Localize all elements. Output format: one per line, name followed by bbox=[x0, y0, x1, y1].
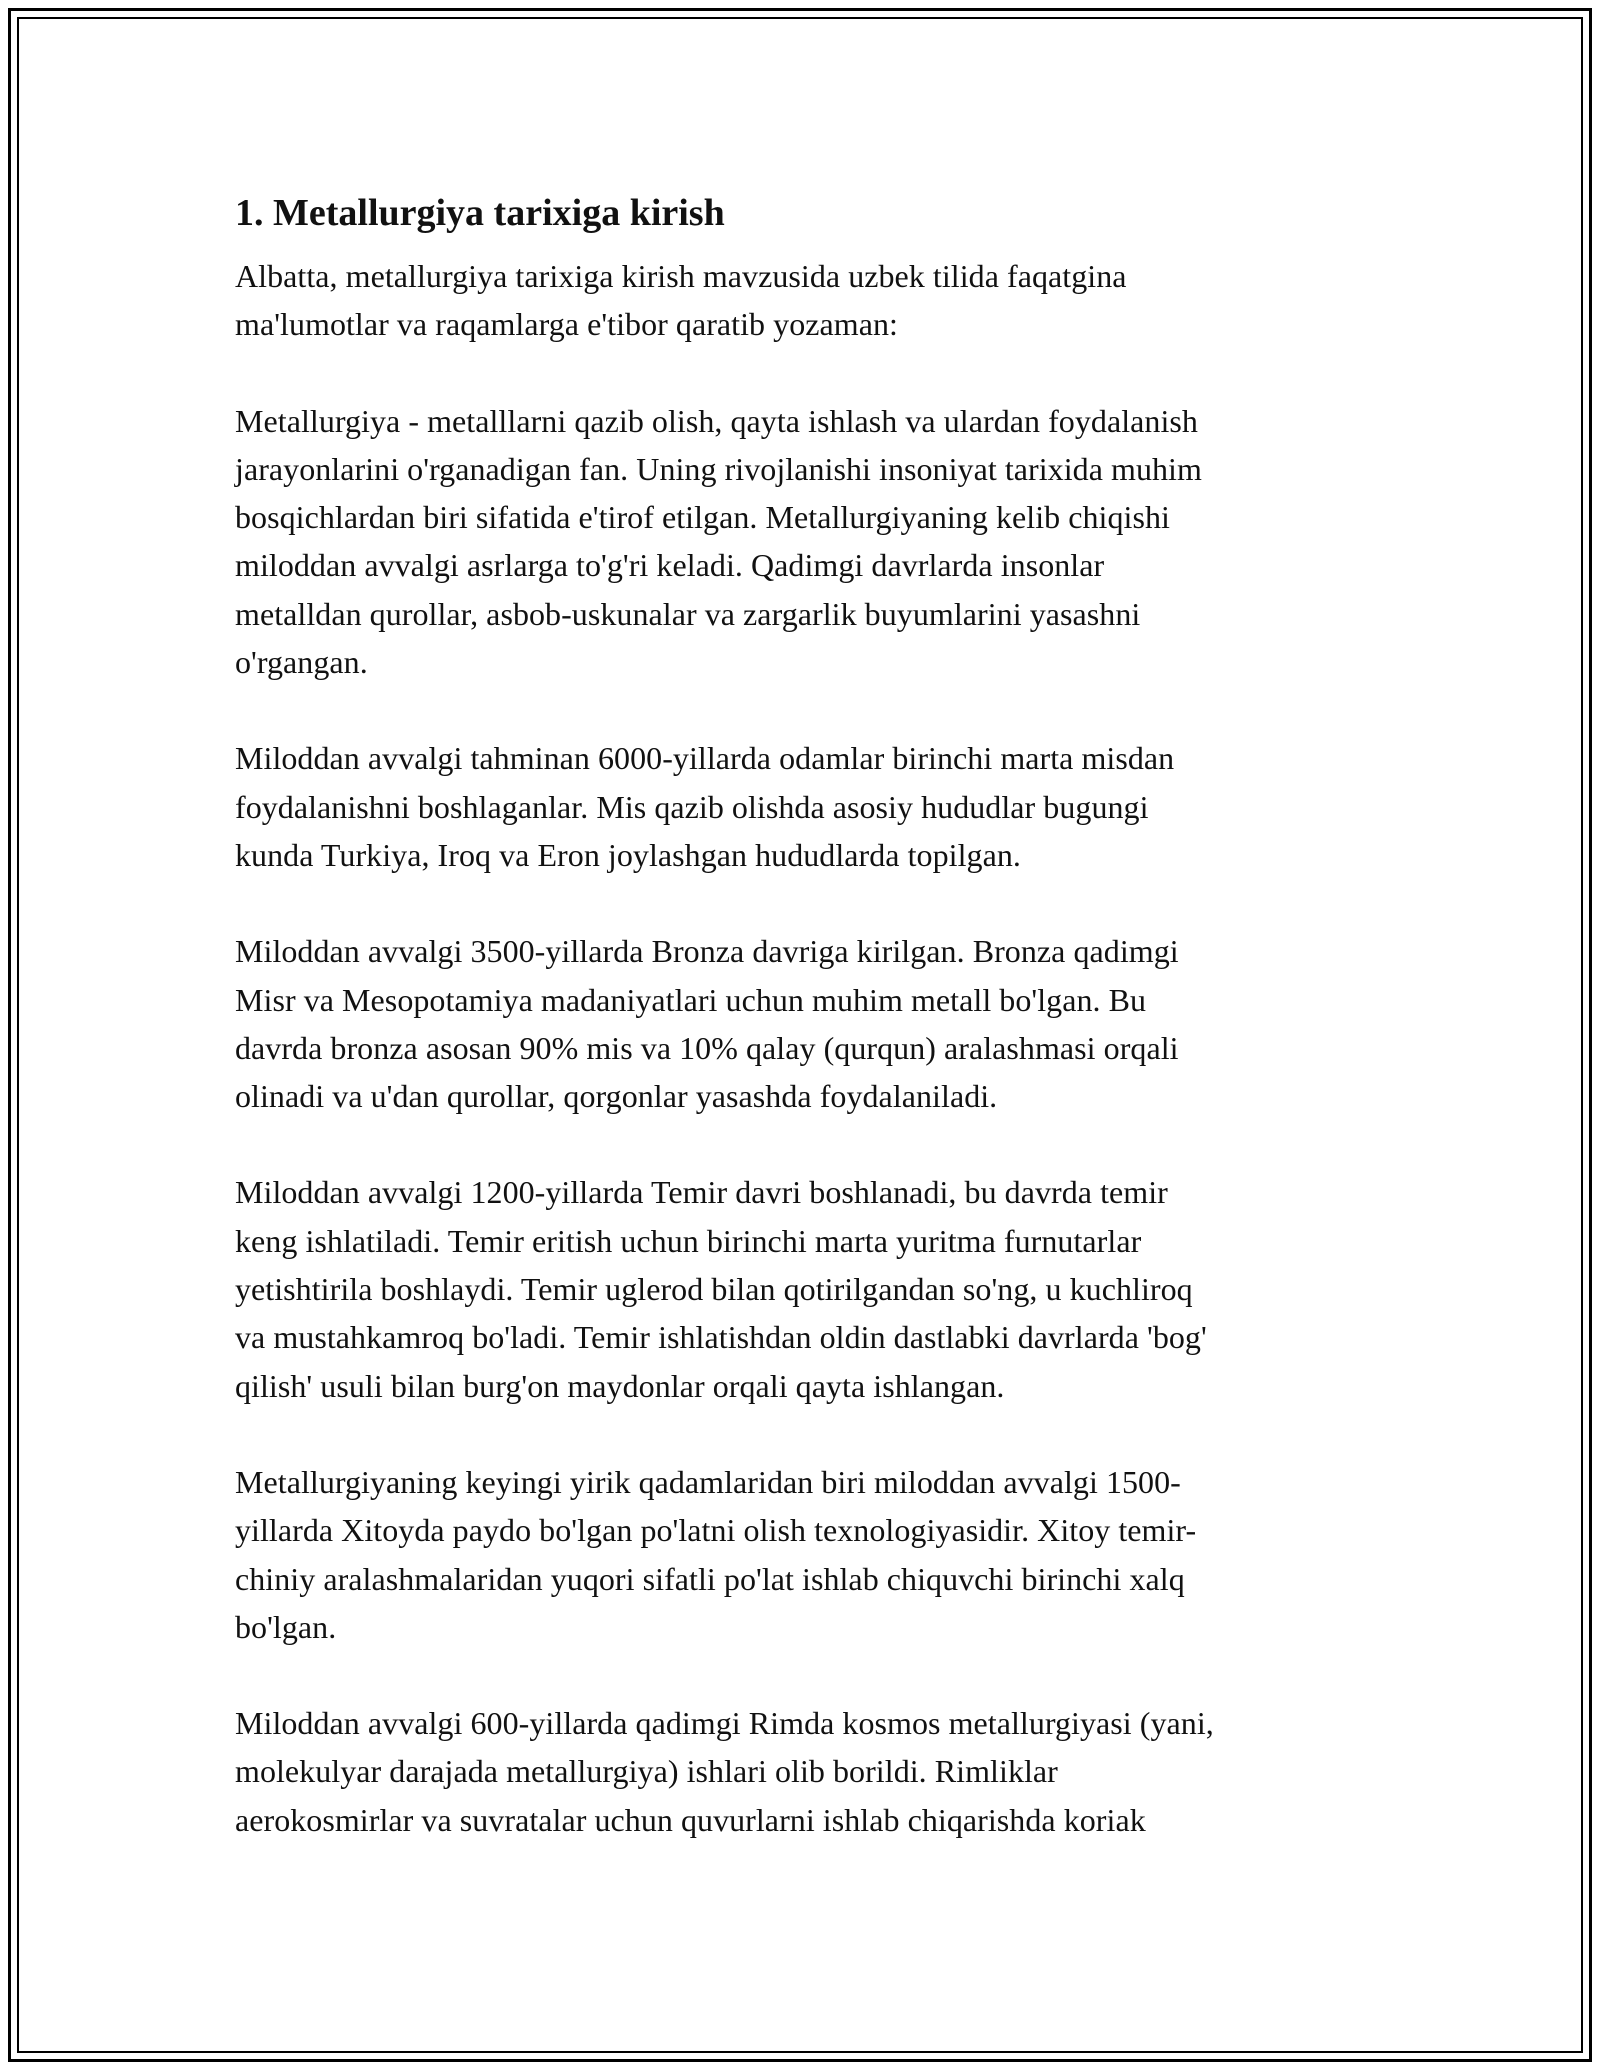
paragraph-steel bbox=[235, 1458, 1365, 1651]
text-line: metalldan qurollar, asbob-uskunalar va zargarlik buyumlarini yasashni bbox=[235, 595, 1141, 632]
text-line: ma'lumotlar va raqamlarga e'tibor qaratib yozaman: bbox=[235, 306, 898, 343]
text-line: Miloddan avvalgi 3500-yillarda Bronza davriga kirilgan. Bronza qadimgi bbox=[235, 933, 1179, 970]
text-line: yillarda Xitoyda paydo bo'lgan po'latni olish texnologiyasidir. Xitoy temir- bbox=[235, 1512, 1197, 1549]
text-line: kunda Turkiya, Iroq va Eron joylashgan hududlarda topilgan. bbox=[235, 836, 1021, 873]
paragraph-definition bbox=[235, 397, 1365, 687]
text-line: bo'lgan. bbox=[235, 1608, 337, 1645]
text-line: jarayonlarini o'rganadigan fan. Uning rivojlanishi insoniyat tarixida muhim bbox=[235, 450, 1202, 487]
text-line: bosqichlardan biri sifatida e'tirof etilgan. Metallurgiyaning kelib chiqishi bbox=[235, 499, 1170, 536]
text-line: Metallurgiyaning keyingi yirik qadamlaridan biri miloddan avvalgi 1500- bbox=[235, 1463, 1181, 1500]
document-page bbox=[235, 185, 1365, 1892]
text-line: davrda bronza asosan 90% mis va 10% qalay (qurqun) aralashmasi orqali bbox=[235, 1029, 1179, 1066]
text-line: Misr va Mesopotamiya madaniyatlari uchun muhim metall bo'lgan. Bu bbox=[235, 981, 1147, 1018]
paragraph-rome bbox=[235, 1699, 1365, 1844]
text-line: chiniy aralashmalaridan yuqori sifatli po'lat ishlab chiquvchi birinchi xalq bbox=[235, 1560, 1185, 1597]
paragraph-bronze bbox=[235, 927, 1365, 1120]
document-body bbox=[235, 252, 1365, 1844]
text-line: miloddan avvalgi asrlarga to'g'ri keladi. Qadimgi davrlarda insonlar bbox=[235, 547, 1105, 584]
text-line: qilish' usuli bilan burg'on maydonlar orqali qayta ishlangan. bbox=[235, 1367, 1005, 1404]
text-line: yetishtirila boshlaydi. Temir uglerod bilan qotirilgandan so'ng, u kuchliroq bbox=[235, 1271, 1193, 1308]
text-line: molekulyar darajada metallurgiya) ishlari olib borildi. Rimliklar bbox=[235, 1753, 1058, 1790]
text-line: keng ishlatiladi. Temir eritish uchun birinchi marta yuritma furnutarlar bbox=[235, 1222, 1142, 1259]
text-line: Metallurgiya - metalllarni qazib olish, qayta ishlash va ulardan foydalanish bbox=[235, 402, 1198, 439]
text-line: Miloddan avvalgi 600-yillarda qadimgi Rimda kosmos metallurgiyasi (yani, bbox=[235, 1705, 1214, 1742]
text-line: aerokosmirlar va suvratalar uchun quvurlarni ishlab chiqarishda koriak bbox=[235, 1801, 1146, 1838]
text-line: Miloddan avvalgi 1200-yillarda Temir davri boshlanadi, bu davrda temir bbox=[235, 1174, 1168, 1211]
document-title: 1. Metallurgiya tarixiga kirish bbox=[235, 192, 725, 234]
text-line: foydalanishni boshlaganlar. Mis qazib olishda asosiy hududlar bugungi bbox=[235, 788, 1149, 825]
text-line: olinadi va u'dan qurollar, qorgonlar yasashda foydalaniladi. bbox=[235, 1078, 998, 1115]
paragraph-copper bbox=[235, 734, 1365, 879]
paragraph-intro bbox=[235, 252, 1365, 349]
text-line: va mustahkamroq bo'ladi. Temir ishlatishdan oldin dastlabki davrlarda 'bog' bbox=[235, 1319, 1207, 1356]
text-line: Albatta, metallurgiya tarixiga kirish mavzusida uzbek tilida faqatgina bbox=[235, 258, 1127, 294]
paragraph-iron bbox=[235, 1168, 1365, 1409]
text-line: Miloddan avvalgi tahminan 6000-yillarda odamlar birinchi marta misdan bbox=[235, 740, 1175, 777]
text-line: o'rgangan. bbox=[235, 644, 368, 681]
